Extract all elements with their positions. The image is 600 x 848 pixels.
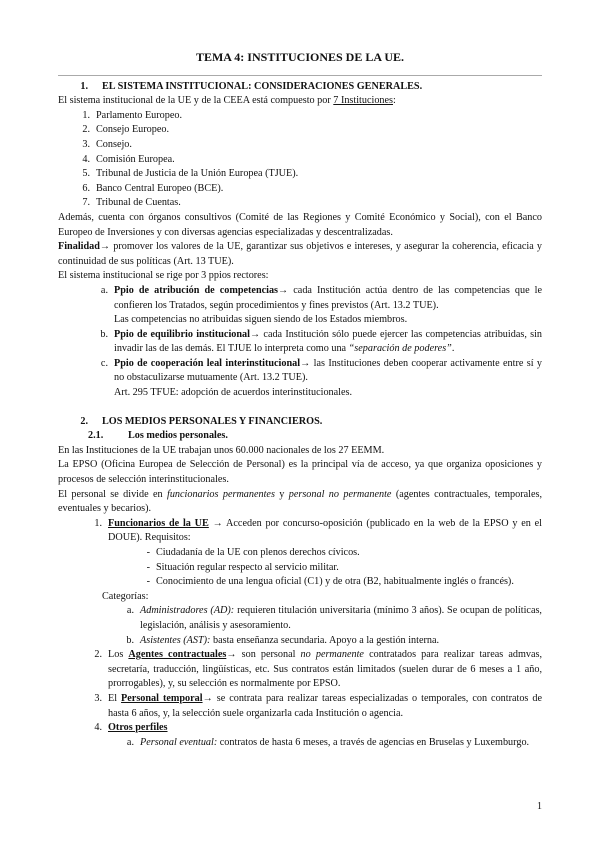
section-2-heading <box>58 415 542 430</box>
institutions-underline: 7 Instituciones <box>333 95 393 107</box>
section-1-number: 1. <box>80 80 88 92</box>
list-item: - Conocimiento de una lengua oficial (C1) y de otra (B2, habitualmente inglés o francés). <box>146 576 514 588</box>
requisitos-list <box>58 546 542 590</box>
list-item: 3. El Personal temporal→ se contrata para realizar tareas especializadas o temporales, con contratos de hasta 6 años, y, la selección suele organizarla cada Institución o agencia. <box>94 692 542 719</box>
arrow-icon: → <box>278 284 289 296</box>
arrow-icon: → <box>208 517 227 529</box>
list-item: 2. Consejo Europeo. <box>82 124 169 136</box>
list-item: - Situación regular respecto al servicio militar. <box>146 561 339 573</box>
section-1-heading <box>58 80 542 95</box>
page-number: 1 <box>537 801 542 812</box>
list-item: b. Asistentes (AST): basta enseñanza secundaria. Apoyo a la gestión interna. <box>126 634 440 646</box>
arrow-icon: → <box>300 357 311 369</box>
arrow-icon: → <box>226 649 237 661</box>
rige-paragraph: El sistema institucional se rige por 3 ppios rectores: <box>58 270 269 282</box>
list-item: 3. Consejo. <box>82 138 132 150</box>
s2-paragraph-3: El personal se divide en funcionarios permanentes y personal no permanente (agentes contractuales, temporales, eventuales y becarios). <box>58 488 543 515</box>
section-1-intro: El sistema institucional de la UE y de la CEEA está compuesto por 7 Instituciones: <box>58 95 396 107</box>
title-rule <box>58 75 542 76</box>
list-item: 1. Funcionarios de la UE → Acceden por concurso-oposición (publicado en la web de la EPSO y en el DOUE). Requisitos: <box>94 517 543 544</box>
list-item: - Ciudadanía de la UE con plenos derechos cívicos. <box>146 547 360 558</box>
ppios-list <box>58 284 542 401</box>
arrow-icon: → <box>202 692 213 704</box>
list-item: 4. Comisión Europea. <box>82 153 175 165</box>
personal-list-cont <box>58 648 542 736</box>
list-item: 4. Otros perfiles <box>94 722 168 734</box>
section-2-number: 2. <box>80 415 88 427</box>
section-1-title: EL SISTEMA INSTITUCIONAL: CONSIDERACIONES GENERALES. <box>102 80 423 92</box>
list-item: 6. Banco Central Europeo (BCE). <box>82 182 224 194</box>
list-item: 1. Parlamento Europeo. <box>82 109 183 121</box>
categorias-list <box>58 604 542 648</box>
list-item: b. Ppio de equilibrio institucional→ cada Institución sólo puede ejercer las competencias atribuidas, sin invadir las de las demás. El TJUE lo interpreta como una “separación de poderes”. <box>100 328 542 355</box>
list-item: 2. Los Agentes contractuales→ son personal no permanente contratados para realizar tareas admvas, secretaría, traducción, lingüísticas, etc. Sus contratos están limitados (suelen durar de 6 meses a 1 año, prorrogables), y, su selección es normalmente por EPSO. <box>94 649 542 690</box>
arrow-icon: → <box>249 328 261 340</box>
list-item: a. Administradores (AD): requieren titulación universitaria (mínimo 3 años). Se ocupan de políticas, legislación, análisis y asesoramiento. <box>126 605 542 631</box>
document-title: TEMA 4: INSTITUCIONES DE LA UE. <box>195 50 405 64</box>
personal-list <box>58 517 542 546</box>
list-item: 5. Tribunal de Justicia de la Unión Europea (TJUE). <box>82 168 299 180</box>
arrow-icon: → <box>99 241 111 253</box>
list-item: 7. Tribunal de Cuentas. <box>82 197 181 209</box>
section-2-title: LOS MEDIOS PERSONALES Y FINANCIEROS. <box>102 415 323 427</box>
ademas-paragraph: Además, cuenta con órganos consultivos (Comité de las Regiones y Comité Económico y Social), con el Banco Europeo de Inversiones y con diversas agencias especializadas y descentralizadas. <box>58 211 542 238</box>
document-page <box>58 50 542 750</box>
list-item: a. Personal eventual: contratos de hasta 6 meses, a través de agencias en Bruselas y Luxemburgo. <box>126 736 530 748</box>
finalidad-paragraph: Finalidad→ promover los valores de la UE, garantizar sus objetivos e intereses, y asegurar la coherencia, eficacia y continuidad de sus políticas (Art. 13 TUE). <box>58 241 542 267</box>
s2-paragraph-2: La EPSO (Oficina Europea de Selección de Personal) es la principal vía de acceso, ya que organiza oposiciones y procesos de selección interinstitucionales. <box>58 459 542 486</box>
subsection-2-1-heading: 2.1. Los medios personales. <box>88 430 228 442</box>
list-item: c. Ppio de cooperación leal interinstitucional→ las Instituciones deben cooperar activamente entre sí y no obstaculizarse mutuamente (Art. 13.2 TUE). Art. 295 TFUE: adopción de acuerdos interinstitucionales. <box>100 357 542 399</box>
list-item: a. Ppio de atribución de competencias→ cada Institución actúa dentro de las competencias que le confieren los Tratados, según procedimientos y fines previstos (Art. 13.2 TUE). Las competencias no atribuidas siguen siendo de los Estados miembros. <box>100 284 543 326</box>
otros-list <box>58 736 542 751</box>
institutions-list <box>58 109 542 211</box>
categorias-label: Categorías: <box>102 590 149 602</box>
s2-paragraph-1: En las Instituciones de la UE trabajan unos 60.000 nacionales de los 27 EEMM. <box>58 444 385 456</box>
